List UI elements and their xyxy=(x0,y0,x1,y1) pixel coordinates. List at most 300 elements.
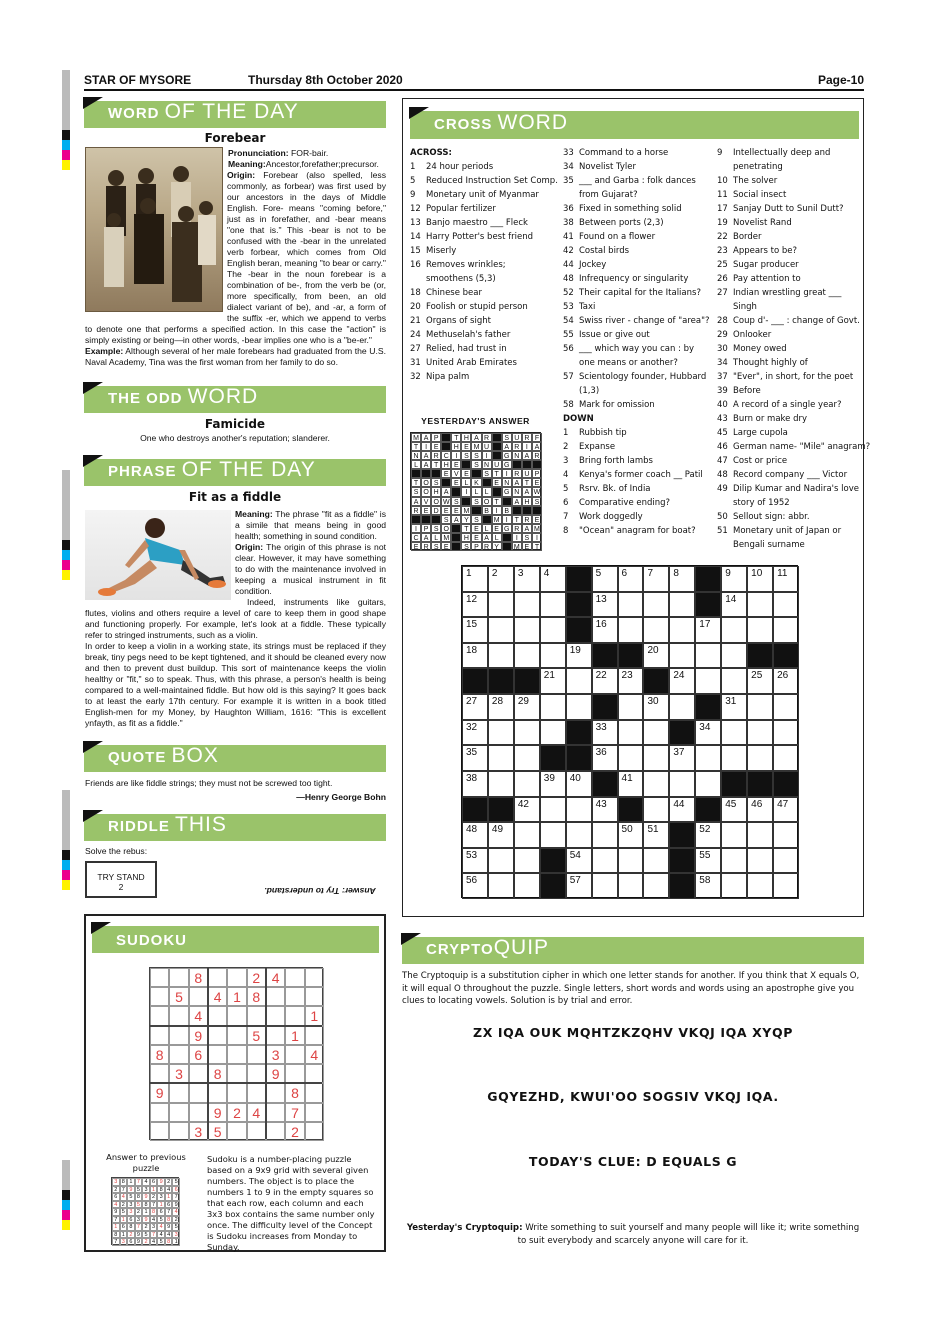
crossword-cell[interactable] xyxy=(618,694,644,720)
crossword-cell[interactable] xyxy=(488,720,514,746)
sudoku-box-divider xyxy=(207,968,209,1139)
sudoku-empty-cell[interactable] xyxy=(169,1026,188,1045)
quote-banner xyxy=(84,745,386,772)
answer-letter: I xyxy=(492,506,502,515)
previous-answer-digit: 4 xyxy=(112,1201,120,1209)
answer-block xyxy=(502,497,512,506)
sudoku-empty-cell[interactable] xyxy=(266,1122,285,1141)
crossword-cell[interactable] xyxy=(669,643,695,669)
previous-answer-digit: 1 xyxy=(150,1186,158,1194)
crossword-cell[interactable] xyxy=(488,617,514,643)
crossword-cell[interactable] xyxy=(747,745,773,771)
sudoku-empty-cell[interactable] xyxy=(189,1103,208,1122)
crossword-cell[interactable]: 53 xyxy=(462,848,488,874)
crossword-cell[interactable]: 52 xyxy=(695,822,721,848)
answer-letter: H xyxy=(461,533,471,542)
crossword-cell[interactable] xyxy=(514,873,540,899)
sudoku-empty-cell[interactable] xyxy=(169,968,188,987)
sudoku-empty-cell[interactable] xyxy=(208,1006,227,1025)
crossword-cell[interactable] xyxy=(488,873,514,899)
crossword-cell[interactable]: 38 xyxy=(462,771,488,797)
crossword-cell[interactable]: 17 xyxy=(695,617,721,643)
origin-label: Origin: xyxy=(227,170,256,180)
sudoku-empty-cell[interactable] xyxy=(305,1122,324,1141)
crossword-cell[interactable] xyxy=(669,592,695,618)
crossword-cell[interactable]: 43 xyxy=(592,797,618,823)
sudoku-empty-cell[interactable] xyxy=(285,1064,304,1083)
crossword-cell[interactable] xyxy=(643,720,669,746)
crossword-cell[interactable] xyxy=(566,797,592,823)
answer-letter: T xyxy=(461,524,471,533)
crossword-cell[interactable]: 28 xyxy=(488,694,514,720)
answer-letter: F xyxy=(532,433,542,442)
crossword-cell[interactable] xyxy=(721,822,747,848)
crossword-grid xyxy=(461,565,798,898)
sudoku-given-cell: 1 xyxy=(227,987,246,1006)
sudoku-given-cell: 2 xyxy=(285,1122,304,1141)
previous-answer-digit: 9 xyxy=(157,1178,165,1186)
previous-answer-digit: 8 xyxy=(142,1201,150,1209)
sudoku-empty-cell[interactable] xyxy=(189,987,208,1006)
sudoku-empty-cell[interactable] xyxy=(208,1045,227,1064)
crossword-cell[interactable]: 6 xyxy=(618,566,644,592)
crossword-cell[interactable]: 11 xyxy=(773,566,799,592)
crossword-cell[interactable] xyxy=(488,848,514,874)
crossword-cell[interactable] xyxy=(695,668,721,694)
crossword-cell[interactable] xyxy=(721,617,747,643)
crossword-cell[interactable] xyxy=(618,873,644,899)
previous-answer-digit: 8 xyxy=(120,1178,128,1186)
sudoku-empty-cell[interactable] xyxy=(189,1064,208,1083)
previous-answer-digit: 3 xyxy=(172,1231,180,1239)
answer-block xyxy=(482,515,492,524)
crossword-cell[interactable] xyxy=(773,720,799,746)
crossword-cell[interactable]: 40 xyxy=(566,771,592,797)
sudoku-given-cell: 8 xyxy=(150,1045,169,1064)
answer-letter: A xyxy=(532,442,542,451)
crossword-cell[interactable] xyxy=(643,617,669,643)
crossword-cell[interactable] xyxy=(747,617,773,643)
sudoku-empty-cell[interactable] xyxy=(150,987,169,1006)
banner-corner xyxy=(83,382,103,394)
quote-text: Friends are like fiddle strings; they must not be screwed too tight. xyxy=(85,778,333,788)
crossword-cell[interactable]: 36 xyxy=(592,745,618,771)
answer-letter: N xyxy=(411,451,421,460)
crossword-cell[interactable] xyxy=(514,617,540,643)
crossword-cell[interactable]: 45 xyxy=(721,797,747,823)
crossword-cell[interactable]: 5 xyxy=(592,566,618,592)
clue-row xyxy=(563,454,715,468)
answer-block xyxy=(502,533,512,542)
sudoku-empty-cell[interactable] xyxy=(305,1083,324,1102)
previous-answer-digit: 4 xyxy=(120,1193,128,1201)
banner-corner xyxy=(83,810,103,822)
crossword-cell[interactable]: 39 xyxy=(540,771,566,797)
crossword-block xyxy=(643,668,669,694)
clue-number: 40 xyxy=(717,400,728,410)
example-label: Example: xyxy=(85,346,124,356)
riddle-banner xyxy=(84,814,386,841)
crossword-cell[interactable] xyxy=(514,592,540,618)
sudoku-empty-cell[interactable] xyxy=(266,987,285,1006)
clue-text: Harry Potter's best friend xyxy=(426,232,534,242)
crossword-cell[interactable]: 33 xyxy=(592,720,618,746)
clue-row xyxy=(717,244,862,258)
clue-row xyxy=(717,510,862,524)
clue-row xyxy=(563,384,715,398)
crossword-cell[interactable] xyxy=(618,617,644,643)
crossword-cell[interactable] xyxy=(618,745,644,771)
previous-answer-digit: 8 xyxy=(112,1231,120,1239)
crossword-cell[interactable] xyxy=(514,848,540,874)
crossword-cell[interactable] xyxy=(773,873,799,899)
previous-answer-digit: 8 xyxy=(135,1193,143,1201)
answer-letter: G xyxy=(502,460,512,469)
clue-number: 12 xyxy=(410,204,421,214)
clue-row xyxy=(563,272,715,286)
quote-author: —Henry George Bohn xyxy=(296,792,386,802)
sudoku-empty-cell[interactable] xyxy=(150,1026,169,1045)
crossword-cell[interactable]: 29 xyxy=(514,694,540,720)
previous-answer-digit: 7 xyxy=(165,1208,173,1216)
sudoku-empty-cell[interactable] xyxy=(227,1026,246,1045)
sudoku-empty-cell[interactable] xyxy=(227,1045,246,1064)
crossword-cell[interactable] xyxy=(695,771,721,797)
answer-block xyxy=(482,478,492,487)
answer-letter: S xyxy=(441,515,451,524)
sudoku-empty-cell[interactable] xyxy=(208,1026,227,1045)
sudoku-empty-cell[interactable] xyxy=(189,1083,208,1102)
crossword-cell[interactable] xyxy=(540,617,566,643)
clue-text: United Arab Emirates xyxy=(426,358,517,368)
crossword-cell[interactable]: 55 xyxy=(695,848,721,874)
sudoku-empty-cell[interactable] xyxy=(169,1103,188,1122)
clue-text: Fixed in something solid xyxy=(579,204,682,214)
crossword-cell[interactable]: 9 xyxy=(721,566,747,592)
clue-text: Swiss river - change of "area"? xyxy=(579,316,710,326)
crossword-cell[interactable]: 27 xyxy=(462,694,488,720)
word-origin xyxy=(85,170,386,370)
crossword-cell[interactable]: 14 xyxy=(721,592,747,618)
crossword-cell[interactable]: 32 xyxy=(462,720,488,746)
sudoku-empty-cell[interactable] xyxy=(227,1006,246,1025)
crossword-block xyxy=(618,643,644,669)
answer-letter: B xyxy=(482,506,492,515)
crossword-cell[interactable] xyxy=(488,592,514,618)
crossword-cell[interactable] xyxy=(773,617,799,643)
clue-row xyxy=(717,328,862,342)
sudoku-grid xyxy=(149,967,323,1140)
crossword-cell[interactable] xyxy=(643,771,669,797)
crossword-cell[interactable]: 26 xyxy=(773,668,799,694)
sudoku-empty-cell[interactable] xyxy=(247,1083,266,1102)
clue-row xyxy=(410,146,562,160)
crossword-cell[interactable] xyxy=(514,745,540,771)
crossword-cell[interactable]: 37 xyxy=(669,745,695,771)
sudoku-empty-cell[interactable] xyxy=(305,1026,324,1045)
crossword-cell[interactable] xyxy=(747,873,773,899)
crossword-cell[interactable] xyxy=(540,720,566,746)
crossword-cell[interactable] xyxy=(592,822,618,848)
crossword-cell[interactable] xyxy=(773,592,799,618)
cryptoquip-line-2: GQYEZHD, KWUI'OO SOGSIV VKQJ IQA. xyxy=(487,1089,779,1104)
clue-row xyxy=(410,216,562,230)
clue-row xyxy=(717,174,862,188)
sudoku-empty-cell[interactable] xyxy=(150,1122,169,1141)
crossword-cell[interactable] xyxy=(488,745,514,771)
crossword-cell[interactable]: 51 xyxy=(643,822,669,848)
crossword-cell[interactable]: 8 xyxy=(669,566,695,592)
sudoku-given-cell: 5 xyxy=(208,1122,227,1141)
answer-letter: I xyxy=(532,533,542,542)
sudoku-empty-cell[interactable] xyxy=(285,1006,304,1025)
answer-letter: T xyxy=(492,497,502,506)
crossword-cell[interactable]: 19 xyxy=(566,643,592,669)
clue-number xyxy=(717,160,733,174)
crossword-cell[interactable]: 30 xyxy=(643,694,669,720)
sudoku-empty-cell[interactable] xyxy=(169,1122,188,1141)
crossword-cell[interactable]: 22 xyxy=(592,668,618,694)
crossword-cell[interactable] xyxy=(488,643,514,669)
sudoku-empty-cell[interactable] xyxy=(266,1083,285,1102)
crossword-cell[interactable] xyxy=(721,720,747,746)
sudoku-empty-cell[interactable] xyxy=(227,1122,246,1141)
crossword-cell[interactable] xyxy=(721,745,747,771)
crossword-cell[interactable] xyxy=(592,848,618,874)
clue-text: smoothens (5,3) xyxy=(426,274,496,284)
answer-letter: G xyxy=(502,487,512,496)
sudoku-empty-cell[interactable] xyxy=(305,968,324,987)
crossword-cell[interactable] xyxy=(643,848,669,874)
clue-row xyxy=(717,384,862,398)
sudoku-given-cell: 4 xyxy=(208,987,227,1006)
crossword-cell[interactable] xyxy=(540,643,566,669)
answer-letter: S xyxy=(471,460,481,469)
answer-letter: E xyxy=(441,506,451,515)
crossword-cell[interactable] xyxy=(669,617,695,643)
crossword-cell[interactable]: 56 xyxy=(462,873,488,899)
answer-letter: E xyxy=(441,469,451,478)
crossword-cell[interactable]: 57 xyxy=(566,873,592,899)
crossword-cell[interactable] xyxy=(773,745,799,771)
previous-answer-digit: 2 xyxy=(112,1186,120,1194)
answer-letter: N xyxy=(482,460,492,469)
clue-row xyxy=(563,300,715,314)
clue-text: Foolish or stupid person xyxy=(426,302,528,312)
sudoku-empty-cell[interactable] xyxy=(285,968,304,987)
answer-letter: C xyxy=(411,533,421,542)
crossword-cell[interactable] xyxy=(669,694,695,720)
sudoku-empty-cell[interactable] xyxy=(305,987,324,1006)
clue-number: 29 xyxy=(717,330,728,340)
crossword-cell[interactable]: 25 xyxy=(747,668,773,694)
crossword-cell[interactable] xyxy=(721,848,747,874)
sudoku-empty-cell[interactable] xyxy=(266,1026,285,1045)
crossword-cell[interactable] xyxy=(747,822,773,848)
clue-text: one means or another? xyxy=(579,358,678,368)
clue-text: Monetary unit of Japan or xyxy=(733,526,842,536)
crossword-cell[interactable] xyxy=(773,694,799,720)
sudoku-empty-cell[interactable] xyxy=(266,1006,285,1025)
crossword-cell[interactable]: 21 xyxy=(540,668,566,694)
crossword-cell[interactable]: 58 xyxy=(695,873,721,899)
sudoku-empty-cell[interactable] xyxy=(285,1045,304,1064)
crossword-cell[interactable] xyxy=(540,822,566,848)
answer-letter: S xyxy=(461,542,471,551)
crossword-cell[interactable]: 48 xyxy=(462,822,488,848)
crossword-cell[interactable] xyxy=(747,720,773,746)
crossword-cell[interactable]: 47 xyxy=(773,797,799,823)
clue-text: Bring forth lambs xyxy=(579,456,653,466)
answer-letter: S xyxy=(532,497,542,506)
sudoku-empty-cell[interactable] xyxy=(169,1083,188,1102)
crossword-cell[interactable]: 31 xyxy=(721,694,747,720)
clue-number: 57 xyxy=(563,372,574,382)
crossword-cell[interactable] xyxy=(540,592,566,618)
color-marks-top xyxy=(62,70,70,170)
sudoku-empty-cell[interactable] xyxy=(150,1064,169,1083)
crossword-cell[interactable]: 46 xyxy=(747,797,773,823)
sudoku-empty-cell[interactable] xyxy=(208,1083,227,1102)
sudoku-empty-cell[interactable] xyxy=(227,968,246,987)
crossword-cell[interactable]: 34 xyxy=(695,720,721,746)
crossword-block xyxy=(540,745,566,771)
odd-word-title: Famicide xyxy=(204,417,266,431)
crossword-cell[interactable] xyxy=(540,694,566,720)
crossword-cell[interactable] xyxy=(643,745,669,771)
crossword-cell[interactable]: 16 xyxy=(592,617,618,643)
crossword-cell[interactable]: 4 xyxy=(540,566,566,592)
crossword-cell[interactable]: 42 xyxy=(514,797,540,823)
clue-text: Money owed xyxy=(733,344,787,354)
clue-text: Taxi xyxy=(579,302,596,312)
sudoku-empty-cell[interactable] xyxy=(305,1103,324,1122)
banner-big: WORD xyxy=(497,111,569,134)
crossword-cell[interactable] xyxy=(721,873,747,899)
crossword-cell[interactable]: 7 xyxy=(643,566,669,592)
crossword-cell[interactable]: 20 xyxy=(643,643,669,669)
clue-row xyxy=(563,440,715,454)
crossword-cell[interactable] xyxy=(618,848,644,874)
rebus-line-1: TRY STAND xyxy=(97,872,145,882)
crossword-cell[interactable] xyxy=(514,643,540,669)
previous-answer-digit: 6 xyxy=(150,1178,158,1186)
sudoku-empty-cell[interactable] xyxy=(169,1045,188,1064)
clue-text: Nipa palm xyxy=(426,372,470,382)
crossword-cell[interactable]: 23 xyxy=(618,668,644,694)
crossword-cell[interactable] xyxy=(747,592,773,618)
crossword-cell[interactable] xyxy=(514,822,540,848)
sudoku-empty-cell[interactable] xyxy=(169,1006,188,1025)
previous-answer-digit: 7 xyxy=(135,1223,143,1231)
crossword-cell[interactable] xyxy=(643,592,669,618)
crossword-cell[interactable]: 44 xyxy=(669,797,695,823)
sudoku-box-divider xyxy=(150,1025,322,1027)
crossword-cell[interactable] xyxy=(566,694,592,720)
crossword-cell[interactable] xyxy=(747,694,773,720)
crossword-cell[interactable] xyxy=(721,668,747,694)
crossword-cell[interactable]: 2 xyxy=(488,566,514,592)
clues-column-2 xyxy=(563,146,715,538)
crossword-cell[interactable]: 3 xyxy=(514,566,540,592)
crossword-cell[interactable] xyxy=(669,771,695,797)
crossword-cell[interactable] xyxy=(773,822,799,848)
crossword-cell[interactable]: 35 xyxy=(462,745,488,771)
crossword-cell[interactable]: 54 xyxy=(566,848,592,874)
crossword-cell[interactable]: 1 xyxy=(462,566,488,592)
answer-block xyxy=(461,497,471,506)
sudoku-empty-cell[interactable] xyxy=(266,1103,285,1122)
sudoku-empty-cell[interactable] xyxy=(208,968,227,987)
clue-row xyxy=(410,160,562,174)
crossword-cell[interactable] xyxy=(592,873,618,899)
crossword-cell[interactable]: 50 xyxy=(618,822,644,848)
answer-letter: E xyxy=(411,542,421,551)
word-title: Forebear xyxy=(204,131,266,145)
crossword-cell[interactable] xyxy=(695,643,721,669)
answer-letter: E xyxy=(451,478,461,487)
crossword-cell[interactable] xyxy=(514,771,540,797)
crossword-cell[interactable] xyxy=(773,848,799,874)
clue-row xyxy=(717,258,862,272)
answer-letter: A xyxy=(421,433,431,442)
answer-letter: P xyxy=(421,524,431,533)
crossword-cell[interactable]: 24 xyxy=(669,668,695,694)
crossword-cell[interactable] xyxy=(643,873,669,899)
crossword-cell[interactable]: 41 xyxy=(618,771,644,797)
crossword-cell[interactable] xyxy=(540,797,566,823)
sudoku-empty-cell[interactable] xyxy=(305,1064,324,1083)
crossword-cell[interactable]: 15 xyxy=(462,617,488,643)
crossword-cell[interactable]: 13 xyxy=(592,592,618,618)
crossword-cell[interactable]: 18 xyxy=(462,643,488,669)
sudoku-empty-cell[interactable] xyxy=(150,1006,169,1025)
sudoku-empty-cell[interactable] xyxy=(247,1122,266,1141)
clue-row xyxy=(563,482,715,496)
sudoku-empty-cell[interactable] xyxy=(150,1103,169,1122)
clue-row xyxy=(717,524,862,538)
crossword-cell[interactable] xyxy=(695,745,721,771)
sudoku-empty-cell[interactable] xyxy=(247,1006,266,1025)
crossword-cell[interactable] xyxy=(566,668,592,694)
crossword-cell[interactable] xyxy=(643,797,669,823)
sudoku-empty-cell[interactable] xyxy=(247,1064,266,1083)
odd-word-definition: One who destroys another's reputation; slanderer. xyxy=(140,433,330,443)
crossword-cell[interactable] xyxy=(488,771,514,797)
sudoku-empty-cell[interactable] xyxy=(247,1045,266,1064)
sudoku-empty-cell[interactable] xyxy=(227,1064,246,1083)
answer-letter: M xyxy=(532,524,542,533)
clue-text: Comparative ending? xyxy=(579,498,671,508)
sudoku-empty-cell[interactable] xyxy=(227,1083,246,1102)
sudoku-empty-cell[interactable] xyxy=(150,968,169,987)
phrase-title: Fit as a fiddle xyxy=(188,490,282,504)
crossword-cell[interactable] xyxy=(618,720,644,746)
crossword-cell[interactable] xyxy=(721,643,747,669)
crossword-cell[interactable] xyxy=(747,848,773,874)
crossword-cell[interactable] xyxy=(618,592,644,618)
crossword-cell[interactable]: 12 xyxy=(462,592,488,618)
crossword-cell[interactable] xyxy=(566,822,592,848)
sudoku-empty-cell[interactable] xyxy=(285,987,304,1006)
crossword-cell[interactable] xyxy=(514,720,540,746)
crossword-cell[interactable]: 49 xyxy=(488,822,514,848)
clue-row xyxy=(410,258,562,272)
previous-answer-digit: 3 xyxy=(127,1208,135,1216)
clue-number: 23 xyxy=(717,246,728,256)
answer-letter: I xyxy=(482,451,492,460)
crossword-cell[interactable]: 10 xyxy=(747,566,773,592)
